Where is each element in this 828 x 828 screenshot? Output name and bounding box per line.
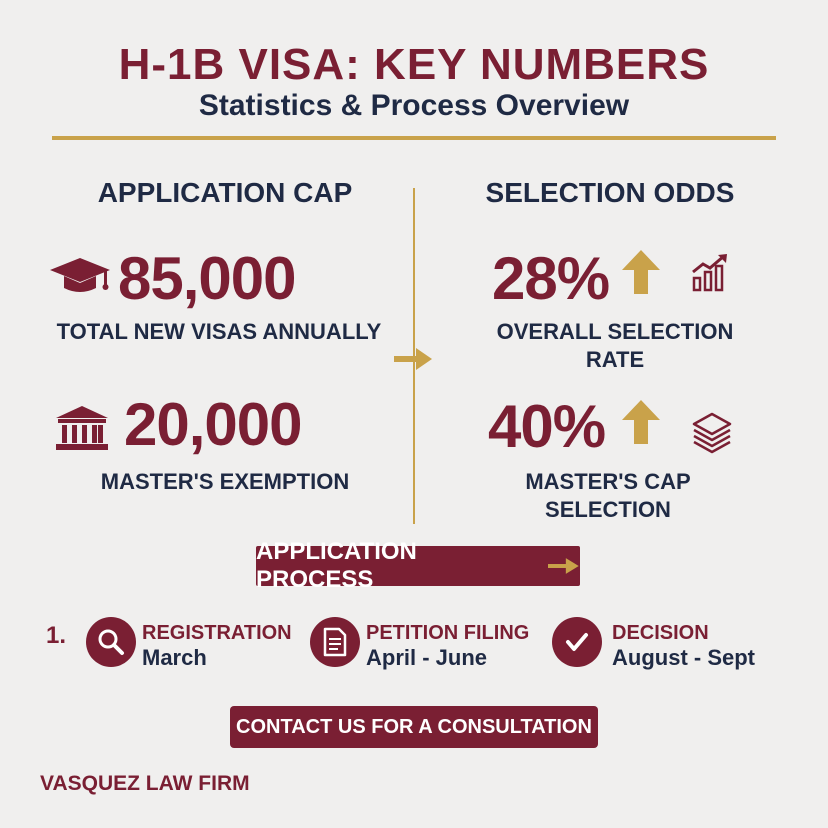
step-petition-title: PETITION FILING <box>366 622 530 644</box>
page-subtitle: Statistics & Process Overview <box>198 89 630 122</box>
total-visas-value: 85,000 <box>118 245 296 312</box>
step-registration-date: March <box>142 645 207 670</box>
arrow-right-icon <box>548 557 580 575</box>
masters-selection-label: MASTER'S CAP SELECTION <box>525 469 691 522</box>
bar-chart-up-icon <box>690 252 730 292</box>
firm-name: VASQUEZ LAW FIRM <box>40 772 250 795</box>
checkmark-icon <box>552 617 602 667</box>
application-process-banner <box>256 538 580 593</box>
overall-selection-value: 28% <box>492 245 610 312</box>
step-number: 1. <box>46 622 67 649</box>
step-decision-date: August - Sept <box>612 645 755 670</box>
graduation-cap-icon <box>48 254 112 298</box>
arrow-up-icon <box>620 248 662 296</box>
masters-selection-value: 40% <box>488 393 606 460</box>
selection-odds-heading: SELECTION ODDS <box>485 177 735 208</box>
masters-exemption-label: MASTER'S EXEMPTION <box>100 469 350 494</box>
contact-consultation-button[interactable]: CONTACT US FOR A CONSULTATION <box>230 706 598 748</box>
step-petition-date: April - June <box>366 645 488 670</box>
step-decision-title: DECISION <box>612 622 709 644</box>
application-process-label: APPLICATION PROCESS <box>256 538 417 593</box>
masters-exemption-value: 20,000 <box>124 391 302 458</box>
search-icon <box>86 617 136 667</box>
arrow-up-icon <box>620 398 662 446</box>
step-registration-title: REGISTRATION <box>142 622 292 644</box>
page-title: H-1B VISA: KEY NUMBERS <box>118 40 710 89</box>
layers-icon <box>690 410 734 454</box>
overall-selection-label: OVERALL SELECTION RATE <box>496 319 734 372</box>
bank-building-icon <box>54 404 110 452</box>
header-divider <box>52 136 776 140</box>
application-cap-heading: APPLICATION CAP <box>97 177 353 208</box>
total-visas-label: TOTAL NEW VISAS ANNUALLY <box>56 319 382 344</box>
arrow-right-icon <box>392 346 434 372</box>
document-icon <box>310 617 360 667</box>
